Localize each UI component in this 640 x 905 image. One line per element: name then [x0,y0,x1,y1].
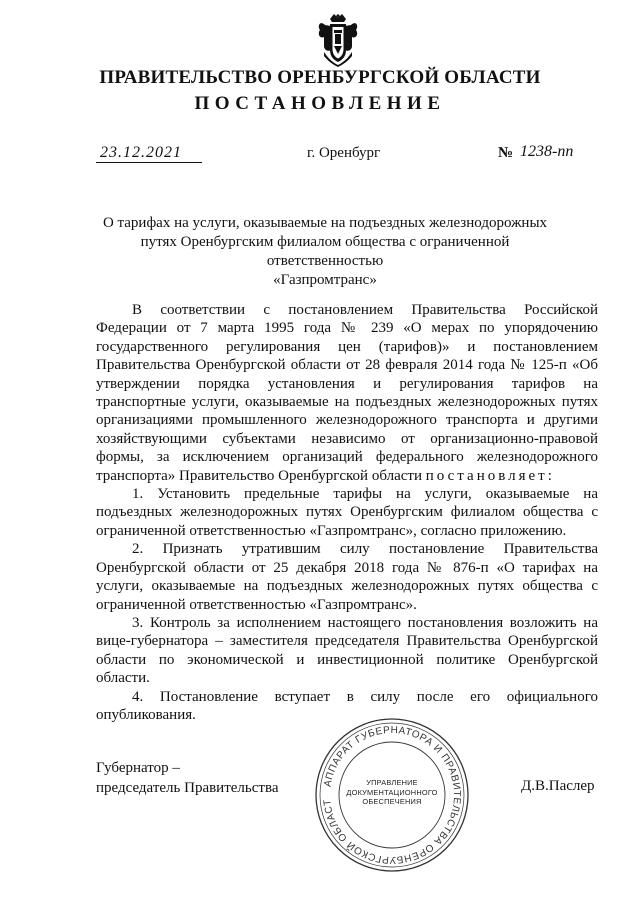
document-body [96,301,598,724]
document-type: ПОСТАНОВЛЕНИЕ [194,93,446,114]
preamble-text: В соответствии с постановлением Правительства Российской Федерации от 7 марта 1995 года № 239 «О мерах по упорядочению государственного регулирования цен (тарифов)» и постановлением Правительства Оренбургской области от 28 февраля 2014 года № 125-п «Об утверждении порядка установления и регулирования тарифов на транспортные услуги, оказываемые на подъездных железнодорожных путях организациями промышленного железнодорожного транспорта и другими хозяйствующими субъектами независимо от организационно-правовой формы, за исключением организаций федерального железнодорожного транспорта» Правительство Оренбургской области [96,302,598,484]
subject-line: О тарифах на услуги, оказываемые на подъездных железнодорожных [102,215,548,231]
document-meta-row [0,144,640,168]
organization-title: ПРАВИТЕЛЬСТВО ОРЕНБУРГСКОЙ ОБЛАСТИ [99,67,541,88]
signer-name: Д.В.Паслер [521,778,595,794]
seal-center-line: ОБЕСПЕЧЕНИЯ [362,797,422,807]
number-sign: № [498,145,514,161]
official-seal [313,716,471,874]
preamble-paragraph [96,301,598,485]
subject-line: «Газпромтранс» [273,272,377,288]
seal-center-text [339,778,445,807]
document-subject [90,214,560,290]
coat-of-arms-icon [316,12,360,68]
seal-ring-text: АППАРАТ ГУБЕРНАТОРА И ПРАВИТЕЛЬСТВА ОРЕНБУРГСКОЙ ОБЛАСТ [322,724,463,866]
signer-position [96,758,279,798]
signer-position-line: Губернатор – [96,760,180,776]
document-city: г. Оренбург [307,145,381,161]
decree-item-3: 3. Контроль за исполнением настоящего постановления возложить на вице-губернатора – заместителя председателя Правительства Оренбургской области по экономической и инвестиционной политике Оренбургской области. [96,614,598,687]
signer-position-line: председатель Правительства [96,780,279,796]
seal-center-line: ДОКУМЕНТАЦИОННОГО [346,787,438,797]
document-number: 1238-пп [520,143,574,160]
decree-word: постановляет: [425,467,555,484]
date-underline [96,162,202,163]
subject-line: путях Оренбургским филиалом общества с ограниченной ответственностью [140,234,510,269]
seal-center-line: УПРАВЛЕНИЕ [366,778,418,787]
decree-item-2: 2. Признать утратившим силу постановление Правительства Оренбургской области от 25 декабря 2018 года № 876-п «О тарифах на услуги, оказываемые на подъездных железнодорожных путях общества с ограниченной ответственностью «Газпромтранс». [96,541,598,613]
decree-item-1: 1. Установить предельные тарифы на услуги, оказываемые на подъездных железнодорожных путях Оренбургским филиалом общества с ограниченной ответственностью «Газпромтранс», согласно приложению. [96,486,598,539]
decree-item-4: 4. Постановление вступает в силу после его официального опубликования. [96,688,598,723]
document-date: 23.12.2021 [100,144,182,161]
